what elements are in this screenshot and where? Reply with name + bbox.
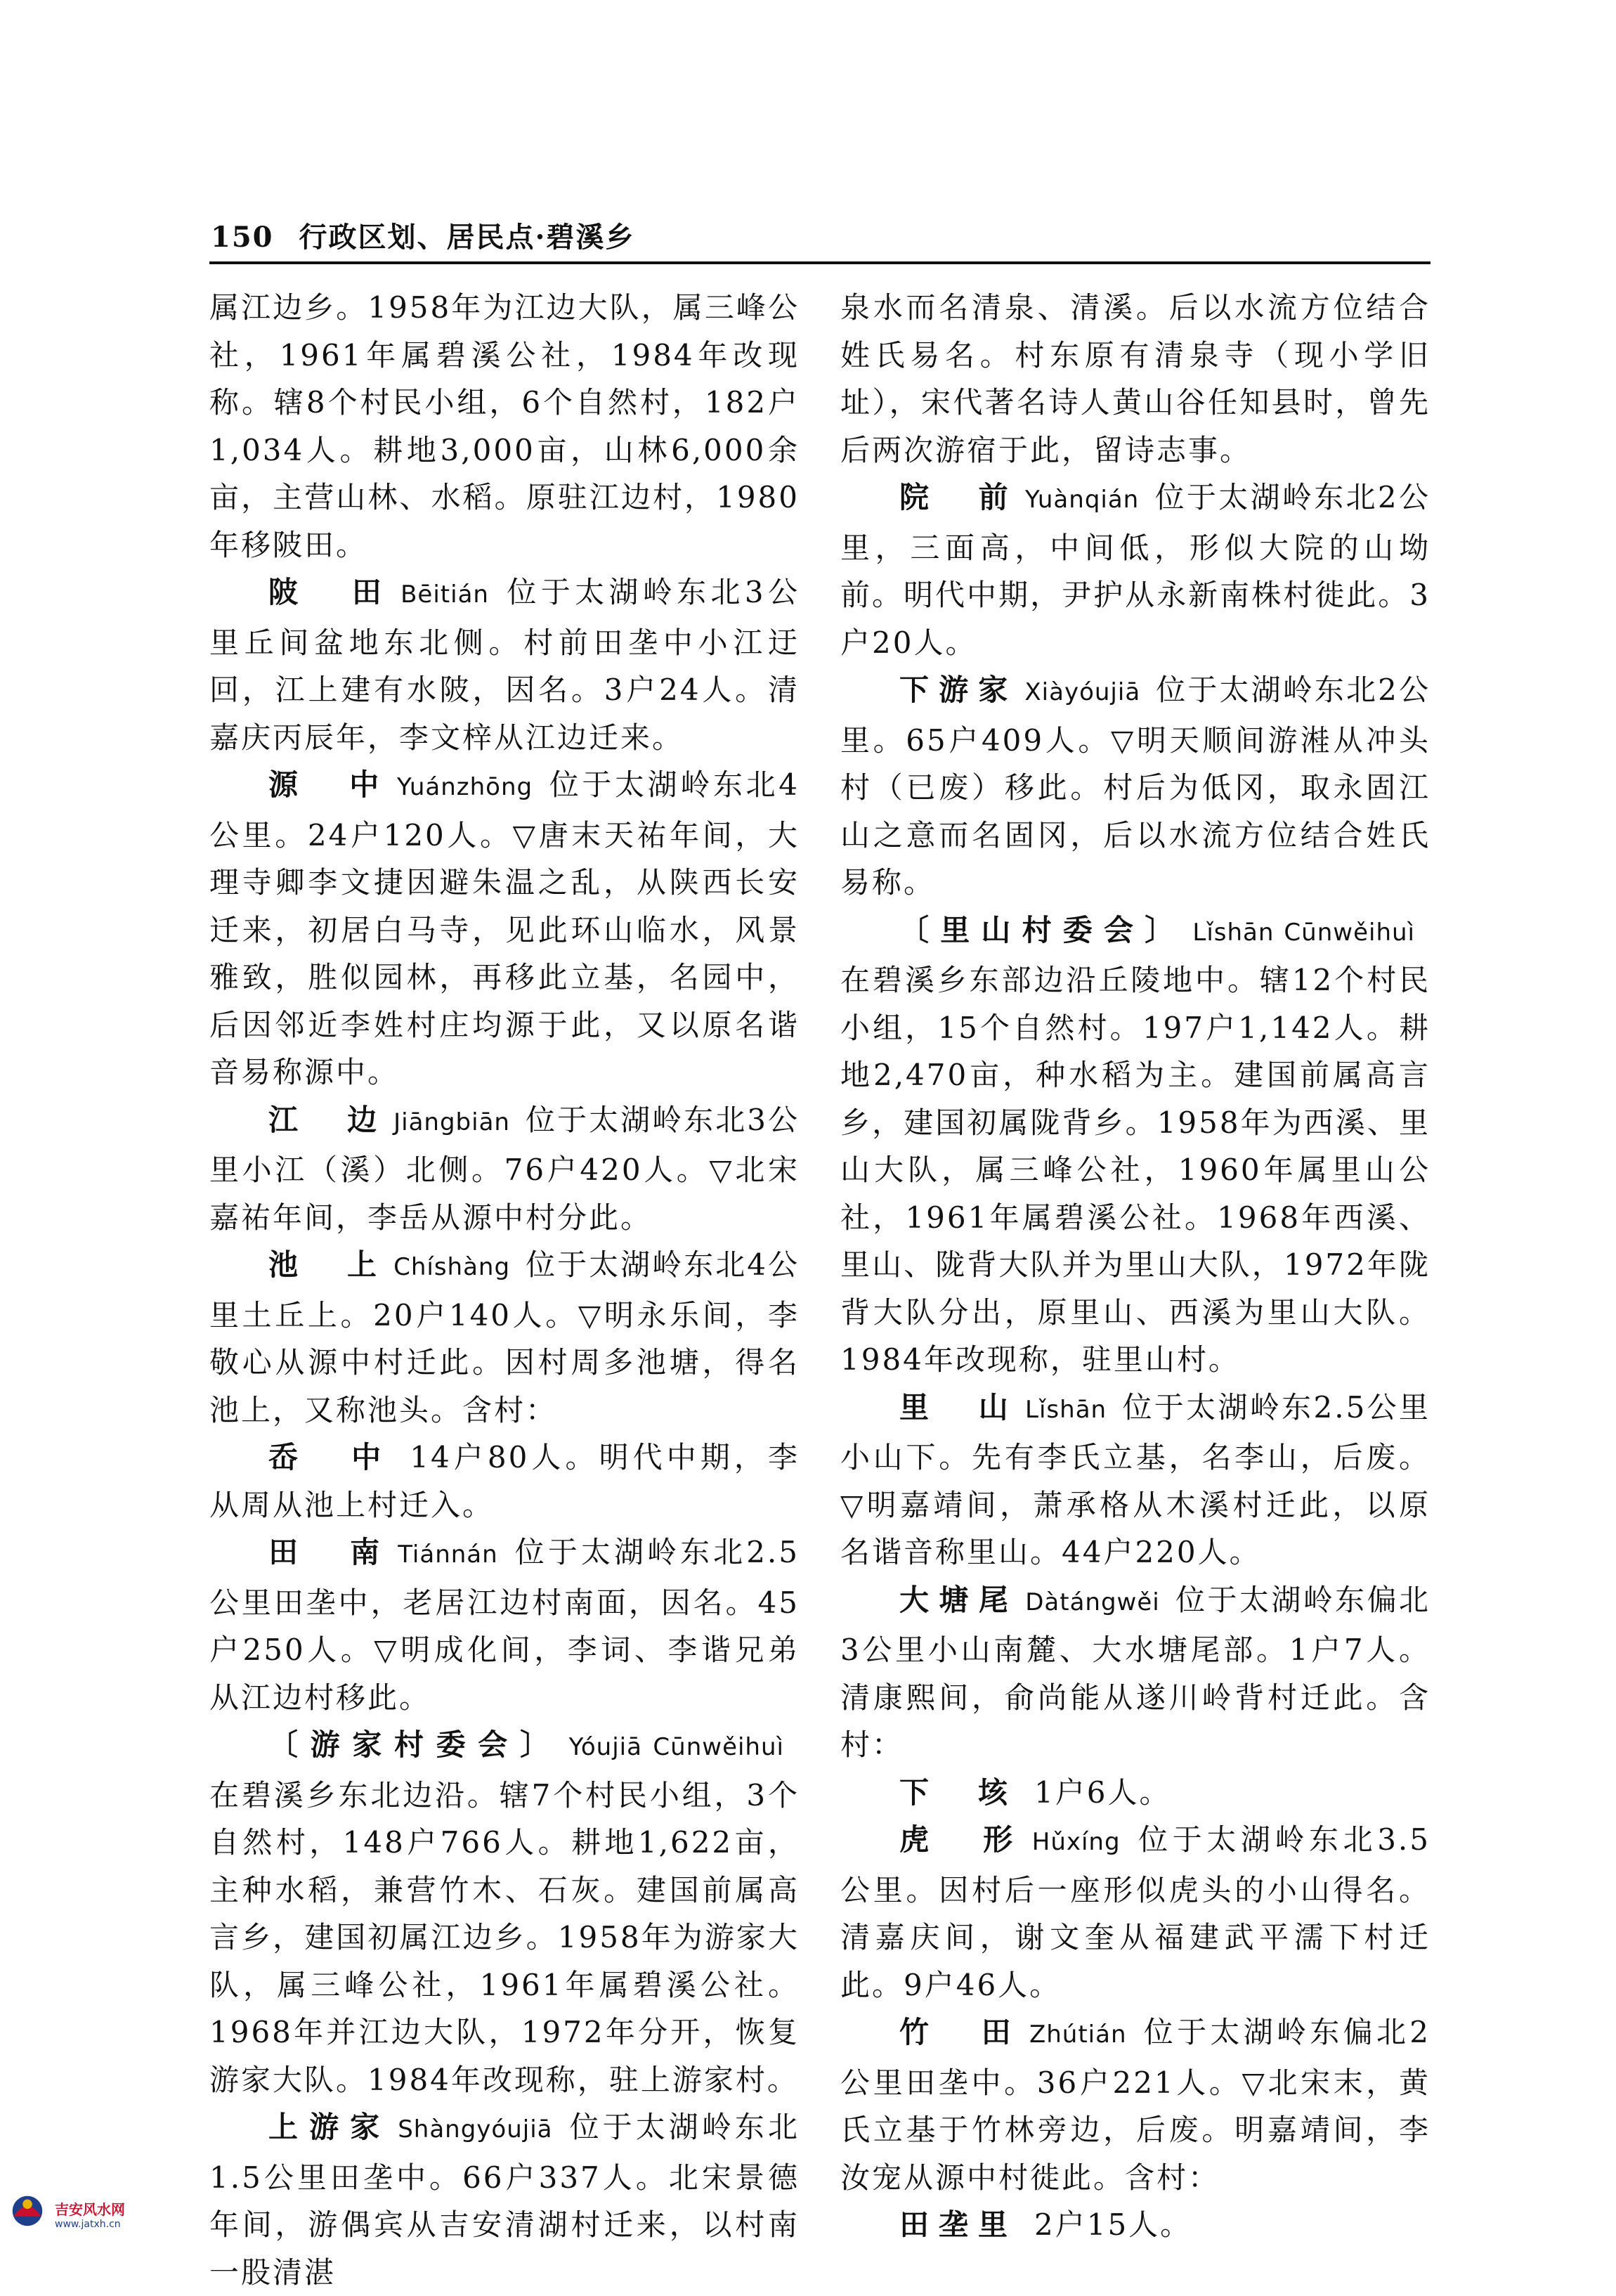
entry-text: 泉水而名清泉、清溪。后以水流方位结合姓氏易名。村东原有清泉寺（现小学旧址），宋代著名诗人黄山谷任知县时，曾先后两次游宿于此，留诗志事。 xyxy=(840,290,1431,467)
entry-headword: 岙 中 xyxy=(268,1440,393,1474)
gazetteer-entry xyxy=(840,1769,1431,1817)
entry-pinyin: Chíshàng xyxy=(393,1253,511,1281)
gazetteer-entry xyxy=(209,1529,800,1721)
entry-text: 位于太湖岭东偏北3公里小山南麓、大水塘尾部。1户7人。清康熙间，俞尚能从遂川岭背村迁此。含村： xyxy=(840,1582,1431,1762)
entry-text: 位于太湖岭东北3公里丘间盆地东北侧。村前田垄中小江迂回，江上建有水陂，因名。3户24人。清嘉庆丙辰年，李文梓从江边迁来。 xyxy=(209,575,800,755)
continued-paragraph xyxy=(840,284,1431,474)
entry-headword: 〔游家村委会〕 xyxy=(268,1727,562,1762)
entry-headword: 江 边 xyxy=(268,1102,387,1137)
gazetteer-entry xyxy=(209,1434,800,1529)
running-title: 行政区划、居民点·碧溪乡 xyxy=(299,221,635,254)
gazetteer-entry xyxy=(209,1096,800,1242)
gazetteer-entry xyxy=(209,1241,800,1434)
left-column xyxy=(209,284,800,2296)
gazetteer-entry xyxy=(840,2201,1431,2249)
entry-text: 位于太湖岭东北4公里土丘上。20户140人。▽明永乐间，李敬心从源中村迁此。因村周多池塘，得名池上，又称池头。含村： xyxy=(209,1247,800,1427)
gazetteer-entry xyxy=(840,907,1431,1384)
entry-pinyin: Zhútián xyxy=(1029,2021,1127,2049)
entry-text: 位于太湖岭东北2公里。65户409人。▽明天顺间游溎从冲头村（已废）移此。村后为低冈，取永固江山之意而名固冈，后以水流方位结合姓氏易称。 xyxy=(840,673,1431,900)
entry-text: 1户6人。 xyxy=(1034,1775,1171,1810)
entry-headword: 陂 田 xyxy=(268,575,394,609)
watermark-url: www.jatxh.cn xyxy=(55,2219,121,2230)
entry-pinyin: Dàtángwěi xyxy=(1025,1588,1160,1616)
page-number: 150 xyxy=(211,221,274,254)
entry-text: 位于太湖岭东北4公里。24户120人。▽唐末天祐年间，大理寺卿李文捷因避朱温之乱，从陕西长安迁来，初居白马寺，见此环山临水，风景雅致，胜似园林，再移此立基，名园中，后因邻近李姓村庄均源于此，又以原名谐音易称源中。 xyxy=(209,767,800,1089)
continued-paragraph xyxy=(209,284,800,569)
entry-headword: 院 前 xyxy=(899,480,1019,514)
entry-text: 属江边乡。1958年为江边大队，属三峰公社，1961年属碧溪公社，1984年改现称。辖8个村民小组，6个自然村，182户1,034人。耕地3,000亩，山林6,000余亩，主营山林、水稻。原驻江边村，1980年移陂田。 xyxy=(209,290,800,562)
entry-headword: 大塘尾 xyxy=(899,1582,1019,1617)
gazetteer-entry xyxy=(840,2009,1431,2201)
gazetteer-entry xyxy=(209,761,800,1096)
entry-pinyin: Lǐshān Cūnwěihuì xyxy=(1192,918,1415,947)
entry-pinyin: Yuánzhōng xyxy=(396,773,533,801)
entry-text: 在碧溪乡东北边沿。辖7个村民小组，3个自然村，148户766人。耕地1,622亩，主种水稻，兼营竹木、石灰。建国前属高言乡，建国初属江边乡。1958年为游家大队，属三峰公社，1961年属碧溪公社。1968年并江边大队，1972年分开，恢复游家大队。1984年改现称，驻上游家村。 xyxy=(209,1777,800,2097)
entry-pinyin: Yuànqián xyxy=(1025,486,1140,514)
site-watermark xyxy=(0,2148,176,2240)
gazetteer-entry xyxy=(840,1576,1431,1769)
entry-headword: 田 南 xyxy=(268,1535,391,1569)
entry-pinyin: Jiāngbiān xyxy=(393,1108,510,1136)
header-rule xyxy=(209,261,1431,264)
entry-text: 位于太湖岭东北2公里，三面高，中间低，形似大院的山坳前。明代中期，尹护从永新南株村徙此。3户20人。 xyxy=(840,480,1431,660)
entry-pinyin: Lǐshān xyxy=(1025,1395,1107,1424)
entry-pinyin: Xiàyóujiā xyxy=(1024,678,1141,706)
entry-text: 在碧溪乡东部边沿丘陵地中。辖12个村民小组，15个自然村。197户1,142人。耕地2,470亩，种水稻为主。建国前属高言乡，建国初属陇背乡。1958年为西溪、里山大队，属三峰公社，1960年属里山公社，1961年属碧溪公社。1968年西溪、里山、陇背大队并为里山大队，1972年陇背大队分出，原里山、西溪为里山大队。1984年改现称，驻里山村。 xyxy=(840,963,1431,1377)
entry-headword: 下 垓 xyxy=(899,1775,1018,1810)
entry-headword: 里 山 xyxy=(899,1389,1019,1425)
gazetteer-entry xyxy=(209,2103,800,2296)
entry-text: 位于太湖岭东偏北2公里田垄中。36户221人。▽北宋末，黄氏立基于竹林旁边，后废。明嘉靖间，李汝宠从源中村徙此。含村： xyxy=(840,2015,1431,2195)
gazetteer-entry xyxy=(840,666,1431,907)
gazetteer-entry xyxy=(840,1384,1431,1576)
entry-text: 2户15人。 xyxy=(1034,2207,1192,2242)
entry-text: 位于太湖岭东2.5公里小山下。先有李氏立基，名李山，后废。▽明嘉靖间，萧承格从木溪村迁此，以原名谐音称里山。44户220人。 xyxy=(840,1389,1431,1569)
entry-text: 14户80人。明代中期，李从周从池上村迁入。 xyxy=(209,1440,800,1522)
entry-headword: 下游家 xyxy=(899,673,1018,707)
page-header xyxy=(211,215,634,255)
entry-pinyin: Yóujiā Cūnwěihuì xyxy=(568,1733,784,1761)
entry-pinyin: Bēitián xyxy=(400,581,489,609)
entry-text: 位于太湖岭东北1.5公里田垄中。66户337人。北宋景德年间，游偶宾从吉安清湖村迁来，以村南一股清湛 xyxy=(209,2110,800,2290)
entry-headword: 池 上 xyxy=(268,1247,387,1282)
entry-headword: 竹 田 xyxy=(899,2015,1022,2049)
gazetteer-entry xyxy=(840,474,1431,666)
right-column xyxy=(840,284,1431,2249)
entry-pinyin: Hǔxíng xyxy=(1031,1828,1121,1856)
gazetteer-entry xyxy=(840,1816,1431,2009)
entry-headword: 〔里山村委会〕 xyxy=(899,912,1186,947)
entry-pinyin: Shàngyóujiā xyxy=(398,2115,553,2143)
watermark-logo-icon xyxy=(7,2189,48,2230)
entry-headword: 上游家 xyxy=(268,2110,391,2144)
entry-text: 位于太湖岭东北2.5公里田垄中，老居江边村南面，因名。45户250人。▽明成化间，李词、李谐兄弟从江边村移此。 xyxy=(209,1535,800,1715)
entry-headword: 田垄里 xyxy=(899,2207,1018,2242)
watermark-site-name: 吉安风水网 xyxy=(55,2201,125,2218)
entry-pinyin: Tiánnán xyxy=(398,1541,498,1569)
gazetteer-entry xyxy=(209,1721,800,2103)
entry-headword: 源 中 xyxy=(268,767,390,802)
entry-text: 位于太湖岭东北3公里小江（溪）北侧。76户420人。▽北宋嘉祐年间，李岳从源中村分此。 xyxy=(209,1102,800,1235)
entry-text: 位于太湖岭东北3.5公里。因村后一座形似虎头的小山得名。清嘉庆间，谢文奎从福建武平濡下村迁此。9户46人。 xyxy=(840,1822,1431,2002)
gazetteer-entry xyxy=(209,569,800,761)
entry-headword: 虎 形 xyxy=(899,1822,1025,1857)
